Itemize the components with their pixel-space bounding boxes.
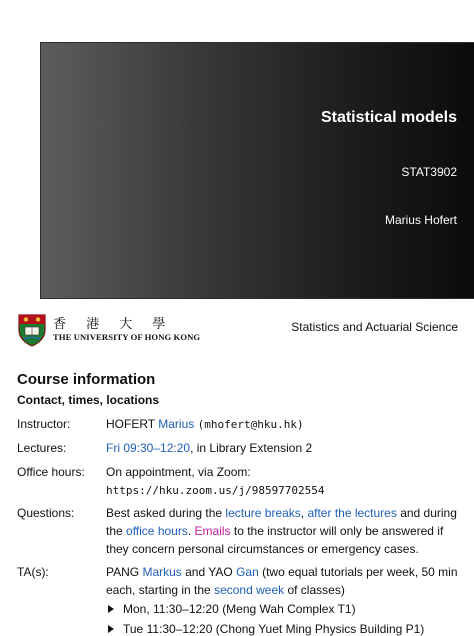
second-week-link[interactable]: second week [214, 583, 285, 597]
office-hours-link[interactable]: office hours [126, 524, 188, 538]
lectures-label: Lectures: [17, 441, 67, 455]
hku-crest-icon [17, 313, 47, 347]
questions-label: Questions: [17, 506, 75, 520]
text: , [300, 506, 308, 520]
course-code: STAT3902 [401, 165, 457, 179]
emails-link[interactable]: Emails [194, 524, 231, 538]
questions-line-1 [106, 506, 457, 520]
instructor-label: Instructor: [17, 417, 71, 431]
lecture-time-link[interactable]: Fri 09:30–12:20 [106, 441, 191, 455]
tutorial-item: Tue 11:30–12:20 (Chong Yuet Ming Physics Building P1) [123, 622, 425, 636]
section-subheading: Contact, times, locations [17, 393, 160, 407]
section-heading: Course information [17, 371, 156, 388]
tutorial-item: Mon, 11:30–12:20 (Meng Wah Complex T1) [123, 602, 356, 616]
text: to the instructor will only be answered if [230, 524, 444, 538]
tas-label: TA(s): [17, 565, 49, 579]
text: (two equal tutorials per week, 50 min [258, 565, 458, 579]
slide-title: Statistical models [320, 109, 457, 126]
university-logo [17, 313, 201, 349]
lectures-value [106, 441, 312, 455]
author-name: Marius Hofert [384, 213, 457, 227]
lecture-location: , in Library Extension 2 [190, 441, 313, 455]
instructor-email: (mhofert@hku.hk) [197, 418, 304, 431]
text: each, starting in the [106, 583, 215, 597]
zoom-url[interactable]: https://hku.zoom.us/j/98597702554 [106, 484, 325, 497]
instructor-surname: HOFERT [106, 417, 155, 431]
text: and YAO [181, 565, 237, 579]
bullet-triangle-icon [108, 605, 114, 613]
instructor-given-name-link[interactable]: Marius [158, 417, 195, 431]
text: Best asked during the [106, 506, 226, 520]
ta-markus-link[interactable]: Markus [142, 565, 182, 579]
text: of classes) [284, 583, 345, 597]
tas-line-2 [106, 583, 345, 597]
lecture-breaks-link[interactable]: lecture breaks [225, 506, 301, 520]
ta-gan-link[interactable]: Gan [236, 565, 259, 579]
questions-line-2 [106, 524, 443, 538]
text: and during [396, 506, 457, 520]
instructor-value [106, 417, 304, 431]
tas-line-1 [106, 565, 458, 579]
questions-line-3: they concern personal circumstances or emergency cases. [106, 542, 419, 556]
after-lectures-link[interactable]: after the lectures [307, 506, 397, 520]
university-name-english: THE UNIVERSITY OF HONG KONG [53, 332, 201, 342]
office-hours-text: On appointment, via Zoom: [106, 465, 251, 479]
university-name-chinese: 香 港 大 學 [53, 317, 174, 332]
office-hours-label: Office hours: [17, 465, 85, 479]
text: . [187, 524, 195, 538]
text: the [106, 524, 127, 538]
department-name: Statistics and Actuarial Science [291, 320, 458, 334]
text: PANG [106, 565, 143, 579]
title-slide [41, 43, 474, 298]
